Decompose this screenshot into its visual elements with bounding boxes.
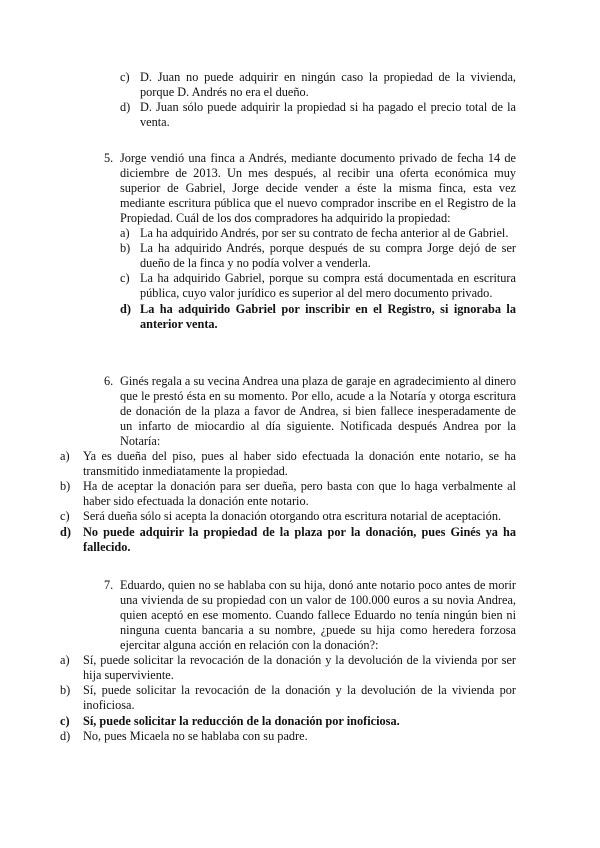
option-a bbox=[120, 226, 516, 241]
question-text: Jorge vendió una finca a Andrés, mediante documento privado de fecha 14 de diciembre de 2013. Un mes después, al recibir una oferta económica muy superior de Gabriel, Jorge decide vender a éste la misma finca, esta vez mediante escritura pública que el nuevo comprador inscribe en el Registro de la Propiedad. Cuál de los dos compradores ha adquirido la propiedad: bbox=[120, 151, 516, 225]
option-text: La ha adquirido Andrés, por ser su contrato de fecha anterior al de Gabriel. bbox=[140, 226, 509, 240]
option-label: a) bbox=[120, 226, 130, 240]
option-b bbox=[60, 683, 516, 713]
option-b bbox=[120, 241, 516, 271]
option-text: D. Juan sólo puede adquirir la propiedad si ha pagado el precio total de la venta. bbox=[140, 100, 516, 129]
option-label: c) bbox=[120, 70, 130, 84]
question-number: 7. bbox=[104, 578, 114, 592]
option-text: La ha adquirido Andrés, porque después de su compra Jorge dejó de ser dueño de la finca y no podía volver a venderla. bbox=[140, 241, 516, 270]
option-c bbox=[120, 271, 516, 301]
options-list bbox=[60, 449, 516, 555]
question-number: 6. bbox=[104, 374, 114, 388]
option-d-correct bbox=[60, 525, 516, 555]
option-text: No, pues Micaela no se hablaba con su padre. bbox=[83, 729, 308, 743]
option-label: d) bbox=[60, 525, 71, 539]
option-text: La ha adquirido Gabriel, porque su compra está documentada en escritura pública, cuyo valor jurídico es superior al del mero documento privado. bbox=[140, 271, 516, 300]
option-label: d) bbox=[120, 100, 131, 114]
options-list bbox=[104, 226, 516, 332]
option-c-correct bbox=[60, 714, 516, 729]
question-5 bbox=[104, 151, 516, 332]
option-text: Sí, puede solicitar la revocación de la donación y la devolución de la vivienda por inoficiosa. bbox=[83, 683, 516, 712]
option-label: c) bbox=[120, 271, 130, 285]
question-text: Ginés regala a su vecina Andrea una plaza de garaje en agradecimiento al dinero que le prestó ésta en su momento. Por ello, acude a la Notaría y otorga escritura de donación de la plaza a favor de Andrea, si bien fallece inesperadamente de un infarto de miocardio al día siguiente. Notificada después Andrea por la Notaría: bbox=[120, 374, 516, 448]
question-text: Eduardo, quien no se hablaba con su hija, donó ante notario poco antes de morir una vivienda de su propiedad con un valor de 100.000 euros a su novia Andrea, quien aceptó en ese momento. Cuando fallece Eduardo no tenía ningún bien ni ninguna cuenta bancaria a su nombre, ¿puede su hija como heredera forzosa ejercitar alguna acción en relación con la donación?: bbox=[120, 578, 516, 652]
question-stem bbox=[83, 578, 516, 653]
option-b bbox=[60, 479, 516, 509]
option-d bbox=[60, 729, 516, 744]
option-d bbox=[120, 100, 516, 130]
question-number: 5. bbox=[104, 151, 114, 165]
options-list bbox=[60, 653, 516, 744]
option-label: d) bbox=[60, 729, 71, 743]
option-c bbox=[120, 70, 516, 100]
option-a bbox=[60, 653, 516, 683]
question-7 bbox=[60, 578, 516, 744]
option-text: Será dueña sólo si acepta la donación otorgando otra escritura notarial de aceptación. bbox=[83, 509, 502, 523]
option-text: Ya es dueña del piso, pues al haber sido efectuada la donación ente notario, se ha transmitido inmediatamente la propiedad. bbox=[83, 449, 516, 478]
option-text: La ha adquirido Gabriel por inscribir en el Registro, si ignoraba la anterior venta. bbox=[140, 302, 516, 331]
option-label: d) bbox=[120, 302, 131, 316]
question-stem bbox=[83, 374, 516, 449]
question-stem bbox=[104, 151, 516, 226]
option-label: b) bbox=[60, 683, 71, 697]
option-text: Sí, puede solicitar la revocación de la donación y la devolución de la vivienda por ser hija superviviente. bbox=[83, 653, 516, 682]
option-label: a) bbox=[60, 449, 70, 463]
option-label: c) bbox=[60, 509, 70, 523]
option-text: No puede adquirir la propiedad de la plaza por la donación, pues Ginés ya ha fallecido. bbox=[83, 525, 516, 554]
option-text: Ha de aceptar la donación para ser dueña, pero basta con que lo haga verbalmente al haber sido efectuada la donación ente notario. bbox=[83, 479, 516, 508]
option-text: Sí, puede solicitar la reducción de la donación por inoficiosa. bbox=[83, 714, 400, 728]
question-6 bbox=[60, 374, 516, 555]
option-a bbox=[60, 449, 516, 479]
option-label: b) bbox=[60, 479, 71, 493]
option-label: b) bbox=[120, 241, 131, 255]
option-label: a) bbox=[60, 653, 70, 667]
option-text: D. Juan no puede adquirir en ningún caso la propiedad de la vivienda, porque D. Andrés no era el dueño. bbox=[140, 70, 516, 99]
option-label: c) bbox=[60, 714, 70, 728]
option-c bbox=[60, 509, 516, 524]
option-d-correct bbox=[120, 302, 516, 332]
previous-question-options bbox=[120, 70, 516, 130]
